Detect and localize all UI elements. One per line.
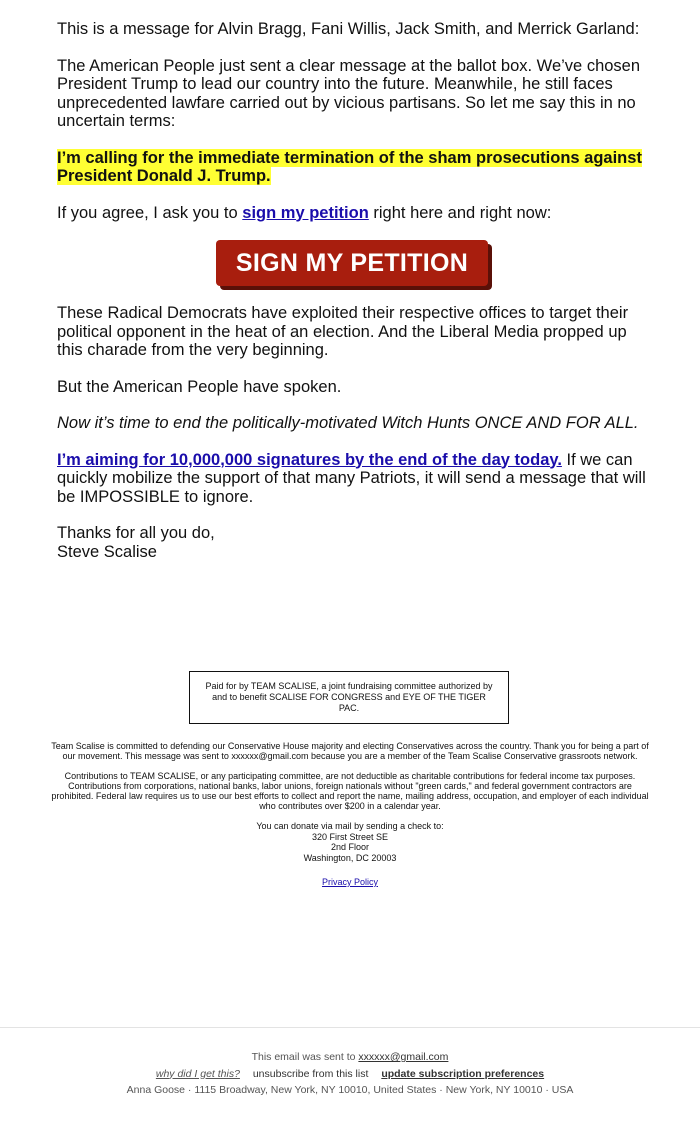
address-line-1: 320 First Street SE [311, 831, 389, 842]
paragraph-witch-hunts: Now it’s time to end the politically-motivated Witch Hunts ONCE AND FOR ALL. [57, 414, 639, 432]
contributions-text: Contributions to TEAM SCALISE, or any participating committee, are not deductible as charitable contributions for federal income tax purposes. Contributions from corporations, national banks, labor unions, foreign nationals without "green cards," and federal government contractors are prohibited. Federal law requires us to use our best efforts to collect and report the name, mailing address, occupation, and employer of each individual who contributes over $200 in a calendar year. [51, 771, 649, 811]
highlight-text: I’m calling for the immediate termination of the sham prosecutions against President Donald J. Trump. [57, 148, 642, 185]
email-body [57, 20, 647, 561]
intro-text: This is a message for Alvin Bragg, Fani Willis, Jack Smith, and Merrick Garland: [57, 20, 640, 38]
paragraph-lawfare: The American People just sent a clear message at the ballot box. We’ve chosen President Trump to lead our country into the future. Meanwhile, he still faces unprecedented lawfare carried out by vicious partisans. So let me say this in no uncertain terms: [57, 56, 641, 130]
highlight-statement [57, 149, 647, 186]
signature-text: Steve Scalise [57, 542, 157, 561]
paid-for-disclaimer-box [189, 671, 509, 724]
sent-to-prefix: This email was sent to [251, 1051, 359, 1063]
signoff-block [57, 524, 647, 561]
sender-address: Anna Goose · 1115 Broadway, New York, NY 10010, United States · New York, NY 10010 · USA [126, 1084, 574, 1096]
paid-for-text: Paid for by TEAM SCALISE, a joint fundraising committee authorized by and to benefit SCALISE FOR CONGRESS and EYE OF THE TIGER PAC. [205, 681, 493, 713]
agree-text-after: right here and right now: [368, 203, 552, 222]
subscription-links [0, 1066, 700, 1083]
address-line-3: Washington, DC 20003 [303, 852, 397, 863]
aim-text-after: If we can quickly mobilize the support of that many Patriots, it will send a message that will be IMPOSSIBLE to ignore. [57, 450, 646, 506]
address-line-2: 2nd Floor [330, 842, 370, 852]
paragraph-radical: These Radical Democrats have exploited their respective offices to target their political opponent in the heat of an election. And the Liberal Media propped up this charade from the very beginning. [57, 304, 629, 359]
commitment-text: Team Scalise is committed to defending our Conservative House majority and electing Conservatives across the country. Thank you for being a part of our movement. This message was sent to xxxxxx@gmail.com because you are a member of the Team Scalise Conservative grassroots network. [51, 741, 649, 761]
mailing-address [50, 821, 650, 863]
sent-to-line [0, 1049, 700, 1066]
email-footer [0, 1049, 700, 1099]
agree-text-before: If you agree, I ask you to [57, 203, 243, 222]
button-container [57, 240, 647, 286]
mail-intro: You can donate via mail by sending a check to: [256, 821, 444, 831]
signatures-goal-link[interactable]: I’m aiming for 10,000,000 signatures by the end of the day today. [57, 450, 562, 469]
unsubscribe-link[interactable]: unsubscribe from this list [252, 1067, 369, 1080]
privacy-policy-link[interactable]: Privacy Policy [321, 877, 378, 887]
agree-paragraph [57, 204, 647, 223]
privacy-row [50, 877, 650, 887]
paragraph-spoken: But the American People have spoken. [57, 377, 342, 396]
signoff-text: Thanks for all you do, [57, 524, 215, 542]
footer-divider [0, 1027, 700, 1028]
update-preferences-link[interactable]: update subscription preferences [381, 1067, 545, 1080]
aim-paragraph [57, 451, 647, 507]
why-did-i-get-this-link[interactable]: why did I get this? [155, 1067, 240, 1080]
recipient-email-link[interactable]: xxxxxx@gmail.com [358, 1051, 449, 1063]
sign-petition-button[interactable]: SIGN MY PETITION [216, 240, 488, 286]
sign-petition-link[interactable]: sign my petition [242, 203, 369, 222]
legal-section [50, 741, 650, 897]
